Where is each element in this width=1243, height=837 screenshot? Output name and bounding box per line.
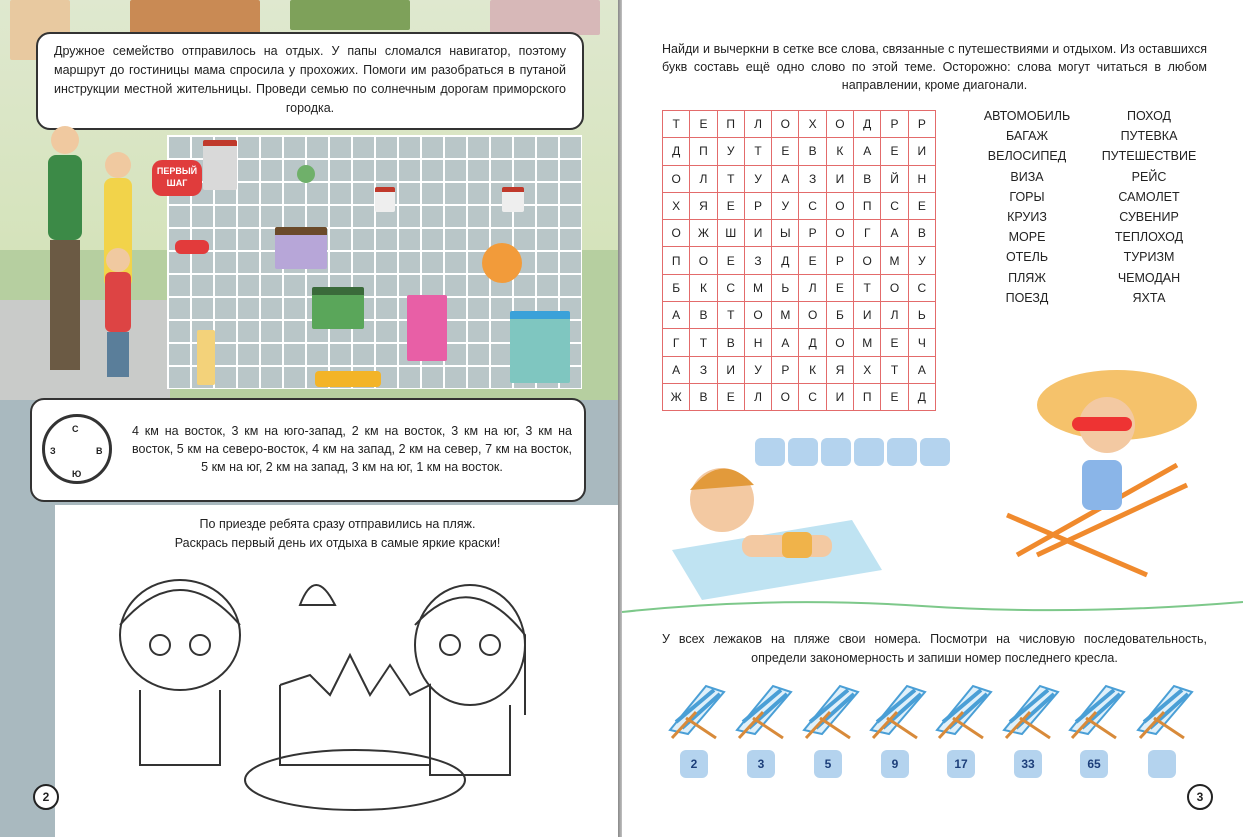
grid-cell[interactable]: А	[772, 165, 799, 192]
grid-cell[interactable]: И	[826, 165, 853, 192]
grid-cell[interactable]: Я	[826, 356, 853, 383]
grid-cell[interactable]: Л	[690, 165, 717, 192]
grid-cell[interactable]: З	[744, 247, 771, 274]
chair-number-box: 2	[680, 750, 708, 778]
route-instructions: 4 км на восток, 3 км на юго-запад, 2 км на восток, 3 км на юг, 3 км на восток, 5 км на северо-восток, 4 км на запад, 2 км на север, 7 км на восток, 5 км на юг, 2 км на запад, 3 км на юг, 1 км на восток.	[132, 424, 572, 474]
deckchair-icon	[933, 682, 995, 740]
chair-number-box: 5	[814, 750, 842, 778]
first-step-label: ШАГ	[166, 178, 188, 188]
grid-cell[interactable]: Д	[663, 138, 690, 165]
grid-cell[interactable]: Ь	[772, 274, 799, 301]
beach-line: Раскрась первый день их отдыха в самые яркие краски!	[174, 536, 501, 550]
building-icon	[407, 295, 447, 361]
compass-north: С	[72, 424, 79, 434]
grid-cell[interactable]: Г	[663, 329, 690, 356]
grid-cell[interactable]: Ь	[908, 302, 935, 329]
page-number: 2	[33, 784, 59, 810]
grid-cell[interactable]: Л	[744, 111, 771, 138]
chair-number-box[interactable]	[1148, 750, 1176, 778]
grid-row	[663, 220, 936, 247]
grid-cell[interactable]: Р	[908, 111, 935, 138]
grid-cell[interactable]: Ж	[663, 383, 690, 410]
first-step-label: ПЕРВЫЙ	[156, 166, 198, 176]
word-item: ЧЕМОДАН	[1117, 270, 1181, 285]
grid-cell[interactable]: Т	[690, 329, 717, 356]
grid-cell[interactable]: Н	[744, 329, 771, 356]
hotel-icon	[510, 311, 570, 383]
grid-cell[interactable]: С	[881, 192, 908, 219]
grid-cell[interactable]: И	[744, 220, 771, 247]
grid-cell[interactable]: Е	[690, 111, 717, 138]
grid-cell[interactable]: Л	[744, 383, 771, 410]
grid-cell[interactable]: О	[799, 302, 826, 329]
grid-cell[interactable]: П	[854, 192, 881, 219]
deckchair-icon	[800, 682, 862, 740]
wordsearch-grid[interactable]	[662, 110, 936, 411]
word-item: АВТОМОБИЛЬ	[983, 109, 1071, 123]
word-item: ОТЕЛЬ	[1005, 250, 1049, 265]
grid-cell[interactable]: А	[881, 220, 908, 247]
grid-cell[interactable]: С	[717, 274, 744, 301]
grid-cell[interactable]: И	[717, 356, 744, 383]
grid-cell[interactable]: Т	[881, 356, 908, 383]
tree-illustration	[290, 0, 410, 30]
grid-row	[663, 329, 936, 356]
grid-cell[interactable]: Е	[881, 138, 908, 165]
deckchair-icon	[1000, 682, 1062, 740]
grid-cell[interactable]: А	[663, 356, 690, 383]
grid-cell[interactable]: И	[908, 138, 935, 165]
grid-cell[interactable]: О	[826, 220, 853, 247]
grid-cell[interactable]: В	[690, 383, 717, 410]
grid-cell[interactable]: Ж	[690, 220, 717, 247]
grid-cell[interactable]: Н	[908, 165, 935, 192]
building-illustration	[490, 0, 600, 35]
word-item: ТУРИЗМ	[1123, 250, 1175, 265]
word-item: САМОЛЕТ	[1118, 189, 1180, 204]
word-item: КРУИЗ	[1007, 210, 1047, 225]
grid-cell[interactable]: В	[799, 138, 826, 165]
chair-number-box: 65	[1080, 750, 1108, 778]
deckchair-icon	[1066, 682, 1128, 740]
grid-cell[interactable]: П	[663, 247, 690, 274]
deckchair-icon	[666, 682, 728, 740]
word-item: ВИЗА	[1010, 169, 1044, 184]
grid-cell[interactable]: О	[772, 383, 799, 410]
grid-cell[interactable]: У	[717, 138, 744, 165]
grid-cell[interactable]: О	[772, 111, 799, 138]
grid-cell[interactable]: З	[690, 356, 717, 383]
compass-south: Ю	[72, 469, 82, 479]
grid-cell[interactable]: К	[690, 274, 717, 301]
grid-cell[interactable]: П	[717, 111, 744, 138]
word-item: МОРЕ	[1008, 230, 1046, 245]
beach-text	[55, 515, 620, 553]
grid-cell[interactable]: Р	[799, 220, 826, 247]
word-item: ВЕЛОСИПЕД	[987, 149, 1067, 164]
grid-cell[interactable]: С	[799, 192, 826, 219]
grid-cell[interactable]: О	[826, 192, 853, 219]
grid-cell[interactable]: Е	[717, 192, 744, 219]
girl-on-deckchair-illustration	[977, 355, 1207, 585]
autumn-tree-icon	[482, 243, 522, 283]
grid-cell[interactable]: В	[908, 220, 935, 247]
grid-cell[interactable]: А	[663, 302, 690, 329]
grid-cell[interactable]: Х	[854, 356, 881, 383]
grid-cell[interactable]: Р	[744, 192, 771, 219]
grid-cell[interactable]: М	[772, 302, 799, 329]
grid-cell[interactable]: У	[908, 247, 935, 274]
grid-cell[interactable]: О	[690, 247, 717, 274]
grid-cell[interactable]: Х	[663, 192, 690, 219]
grid-cell[interactable]: В	[690, 302, 717, 329]
grid-cell[interactable]: Т	[744, 138, 771, 165]
grid-cell[interactable]: М	[744, 274, 771, 301]
grid-cell[interactable]: М	[881, 247, 908, 274]
grid-cell[interactable]: З	[799, 165, 826, 192]
intro-text: Дружное семейство отправилось на отдых. У папы сломался навигатор, поэтому маршрут до гостиницы мама спросила у прохожих. Помоги им разобраться в путаной инструкции местной жительницы. Проведи семью по солнечным дорогам приморского городка.	[54, 44, 566, 115]
compass-west: З	[50, 446, 56, 456]
grid-row	[663, 138, 936, 165]
grid-row	[663, 356, 936, 383]
grid-cell[interactable]: Ы	[772, 220, 799, 247]
left-page	[0, 0, 620, 837]
grid-cell[interactable]: Е	[881, 329, 908, 356]
grid-cell[interactable]: Т	[717, 302, 744, 329]
grid-cell[interactable]: Д	[799, 329, 826, 356]
deckchair-icon	[867, 682, 929, 740]
grid-cell[interactable]: Р	[772, 356, 799, 383]
grid-row	[663, 192, 936, 219]
grid-cell[interactable]: Г	[854, 220, 881, 247]
word-item: ПУТЕВКА	[1120, 129, 1178, 144]
deckchair-icon	[1134, 682, 1196, 740]
right-page	[622, 0, 1243, 837]
grid-cell[interactable]: Е	[717, 247, 744, 274]
grid-cell[interactable]: О	[881, 274, 908, 301]
grid-cell[interactable]: Б	[826, 302, 853, 329]
house-icon	[203, 140, 237, 190]
grid-cell[interactable]: П	[854, 383, 881, 410]
word-item: ГОРЫ	[1009, 189, 1045, 204]
boy-on-towel-illustration	[662, 440, 892, 600]
grid-cell[interactable]: Е	[717, 383, 744, 410]
word-item: ЯХТА	[1132, 290, 1166, 305]
grid-cell[interactable]: К	[799, 356, 826, 383]
word-item: ТЕПЛОХОД	[1114, 230, 1184, 245]
tree-icon	[297, 165, 315, 183]
word-list-column	[1089, 106, 1209, 308]
word-item: ПОЕЗД	[1005, 290, 1049, 305]
family-illustration	[10, 120, 160, 390]
word-item: РЕЙС	[1131, 169, 1167, 184]
deckchair-icon	[733, 682, 795, 740]
grid-cell[interactable]: Е	[881, 383, 908, 410]
grid-row	[663, 165, 936, 192]
chair-number-box: 3	[747, 750, 775, 778]
coloring-illustration[interactable]	[100, 565, 530, 825]
house-icon	[312, 287, 364, 329]
grid-cell[interactable]: Й	[881, 165, 908, 192]
grid-cell[interactable]: Б	[663, 274, 690, 301]
instructions-card	[30, 398, 586, 502]
beach-line: По приезде ребята сразу отправились на пляж.	[199, 517, 476, 531]
grid-row	[663, 383, 936, 410]
grid-cell[interactable]: Х	[799, 111, 826, 138]
word-item: СУВЕНИР	[1119, 210, 1179, 225]
grid-row	[663, 302, 936, 329]
grid-cell[interactable]: И	[854, 302, 881, 329]
grid-row	[663, 247, 936, 274]
intro-card	[36, 32, 584, 130]
car-icon	[175, 240, 209, 254]
grid-cell[interactable]: Т	[717, 165, 744, 192]
grid-cell[interactable]: А	[908, 356, 935, 383]
grid-cell[interactable]: О	[663, 165, 690, 192]
chair-number-box: 9	[881, 750, 909, 778]
grid-cell[interactable]: Р	[826, 247, 853, 274]
wordsearch-instructions: Найди и вычеркни в сетке все слова, связанные с путешествиями и отдыхом. Из оставшихся букв составь ещё одно слово по этой теме. Осторожно: слова могут читаться в любом направлении, кроме диагонали.	[662, 42, 1207, 92]
grid-cell[interactable]: К	[826, 138, 853, 165]
grid-cell[interactable]: Е	[908, 192, 935, 219]
grid-cell[interactable]: А	[854, 138, 881, 165]
word-item: ПУТЕШЕСТВИЕ	[1101, 149, 1197, 164]
sequence-instructions: У всех лежаков на пляже свои номера. Посмотри на числовую последовательность, определи закономерность и запиши номер последнего кресла.	[662, 632, 1207, 665]
grid-row	[663, 111, 936, 138]
house-icon	[502, 187, 524, 212]
word-item: ПЛЯЖ	[1008, 270, 1046, 285]
grid-cell[interactable]: Д	[772, 247, 799, 274]
compass-east: В	[96, 446, 103, 456]
grid-cell[interactable]: О	[663, 220, 690, 247]
grid-cell[interactable]: А	[772, 329, 799, 356]
word-list-column	[967, 106, 1087, 308]
bus-icon	[315, 371, 381, 387]
chair-number-box: 33	[1014, 750, 1042, 778]
grid-cell[interactable]: Д	[854, 111, 881, 138]
grid-cell[interactable]: У	[744, 356, 771, 383]
lighthouse-icon	[197, 330, 215, 385]
grid-cell[interactable]: Т	[854, 274, 881, 301]
grid-cell[interactable]: Ш	[717, 220, 744, 247]
compass-icon	[42, 414, 112, 484]
answer-letter-box[interactable]	[920, 438, 950, 466]
grid-cell[interactable]: Т	[663, 111, 690, 138]
grid-cell[interactable]: П	[690, 138, 717, 165]
house-icon	[275, 227, 327, 269]
word-item: ПОХОД	[1127, 109, 1171, 123]
grid-cell[interactable]: Д	[908, 383, 935, 410]
grid-cell[interactable]: У	[744, 165, 771, 192]
grid-cell[interactable]: Я	[690, 192, 717, 219]
grid-cell[interactable]: У	[772, 192, 799, 219]
grid-cell[interactable]: О	[744, 302, 771, 329]
grid-row	[663, 274, 936, 301]
grid-cell[interactable]: С	[799, 383, 826, 410]
grid-cell[interactable]: М	[854, 329, 881, 356]
map-grid[interactable]	[167, 135, 582, 389]
page-number: 3	[1187, 784, 1213, 810]
grid-cell[interactable]: В	[717, 329, 744, 356]
grid-cell[interactable]: Е	[799, 247, 826, 274]
grid-cell[interactable]: Е	[772, 138, 799, 165]
grid-cell[interactable]: О	[826, 111, 853, 138]
grid-cell[interactable]: Р	[881, 111, 908, 138]
grid-cell[interactable]: О	[826, 329, 853, 356]
wave-divider	[622, 588, 1243, 618]
grid-cell[interactable]: О	[854, 247, 881, 274]
chair-number-box: 17	[947, 750, 975, 778]
grid-cell[interactable]: В	[854, 165, 881, 192]
grid-cell[interactable]: Ч	[908, 329, 935, 356]
grid-cell[interactable]: И	[826, 383, 853, 410]
grid-cell[interactable]: Л	[799, 274, 826, 301]
grid-cell[interactable]: С	[908, 274, 935, 301]
house-icon	[375, 187, 395, 212]
grid-cell[interactable]: Е	[826, 274, 853, 301]
grid-cell[interactable]: Л	[881, 302, 908, 329]
word-item: БАГАЖ	[1005, 129, 1049, 144]
